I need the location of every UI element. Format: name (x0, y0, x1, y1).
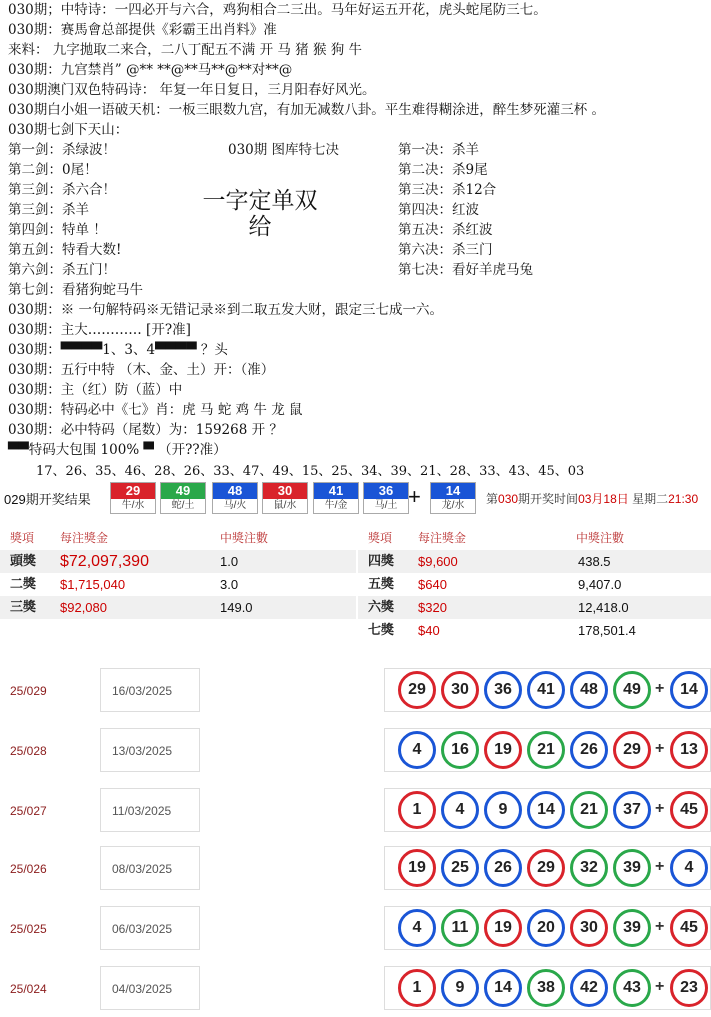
prize-row (0, 596, 356, 619)
next-draw-time (486, 490, 698, 507)
ball-number: 29 (111, 483, 155, 499)
lottery-ball: 29 (398, 671, 436, 709)
special-ball: 14 (670, 671, 708, 709)
prize-row (358, 619, 711, 642)
prize-name: 三獎 (10, 600, 37, 615)
text-line: 第三剑：杀六合！ (8, 182, 116, 198)
header-cell: 每注獎金 (60, 531, 109, 545)
text-line: 第二剑：0尾！ (8, 162, 98, 178)
lottery-ball: 14 (527, 791, 565, 829)
lottery-ball: 39 (613, 849, 651, 887)
ball-zodiac: 马/火 (223, 500, 247, 511)
draw-ball (160, 482, 206, 514)
lottery-ball: 48 (570, 671, 608, 709)
text-line: 030期七剑下天山： (8, 122, 129, 138)
ball-number: 14 (431, 483, 475, 499)
lottery-ball: 32 (570, 849, 608, 887)
prize-money: $1,715,040 (60, 577, 126, 592)
text-line: 030期白小姐一语破天机：一板三眼数九宫，有加无减数八卦。平生难得糊涂进，醉生梦死灌三杯 。 (8, 102, 606, 118)
time-clock: 21:30 (668, 492, 699, 506)
history-row (0, 966, 711, 1010)
special-ball: 23 (670, 969, 708, 1007)
ball-number: 30 (263, 483, 307, 499)
lottery-ball: 19 (398, 849, 436, 887)
header-cell: 中獎注數 (220, 531, 269, 545)
prize-count: 1.0 (220, 554, 239, 569)
text-line: 第六剑：杀五门！ (8, 262, 116, 278)
plus-sign: + (408, 484, 421, 509)
text-line: 030期澳门双色特码诗： 年复一年日复日，三月阳春好风光。 (8, 82, 376, 98)
plus-sign: + (655, 680, 665, 697)
special-ball: 45 (670, 909, 708, 947)
lottery-ball: 21 (527, 731, 565, 769)
text-line: 030期：▀▀▀▀1、3、4▀▀▀▀ ？头 (8, 342, 228, 358)
lottery-ball: 30 (441, 671, 479, 709)
lottery-ball: 1 (398, 791, 436, 829)
prize-count: 178,501.4 (578, 623, 636, 638)
prize-money: $40 (418, 623, 440, 638)
text-line: 来料： 九字拋取二来合，二八丁配五不满 开 马 猪 猴 狗 牛 (8, 42, 363, 58)
lottery-ball: 4 (398, 909, 436, 947)
lottery-ball: 4 (441, 791, 479, 829)
ball-number: 48 (213, 483, 257, 499)
lottery-ball: 30 (570, 909, 608, 947)
header-cell: 中獎注數 (576, 531, 625, 545)
prize-money: $92,080 (60, 600, 107, 615)
prize-money: $72,097,390 (60, 553, 149, 570)
draw-result-strip (0, 482, 711, 514)
history-row (0, 788, 711, 832)
text-line: 第七剑：看猪狗蛇马牛 (8, 282, 143, 298)
history-row (0, 906, 711, 950)
prize-money: $9,600 (418, 554, 458, 569)
lottery-ball: 29 (613, 731, 651, 769)
lottery-ball: 26 (484, 849, 522, 887)
special-ball: 4 (670, 849, 708, 887)
text-line: 030期：主（红）防（蓝）中 (8, 382, 183, 398)
prize-count: 3.0 (220, 577, 239, 592)
text-line: 030期；中特诗：一四必开与六合，鸡狗相合二三出。马年好运五开花，虎头蛇尾防三七。 (8, 2, 547, 18)
prize-header (0, 527, 711, 549)
time-week: 星期二 (628, 492, 669, 506)
history-date: 04/03/2025 (112, 982, 173, 996)
ball-number: 41 (314, 483, 358, 499)
lottery-ball: 11 (441, 909, 479, 947)
number-strip: 17、26、35、46、28、26、33、47、49、15、25、34、39、21、28、33、43、45、03 (36, 464, 585, 479)
prize-row (358, 596, 711, 619)
plus-sign: + (655, 858, 665, 875)
lottery-ball: 16 (441, 731, 479, 769)
prize-row (0, 550, 356, 573)
history-date: 13/03/2025 (112, 744, 173, 758)
prize-count: 438.5 (578, 554, 611, 569)
ball-zodiac: 鼠/水 (273, 500, 297, 511)
time-prefix: 第 (486, 492, 499, 506)
prize-name: 二獎 (10, 577, 37, 592)
lottery-ball: 42 (570, 969, 608, 1007)
header-cell: 每注獎金 (418, 531, 467, 545)
ball-zodiac: 牛/水 (121, 500, 145, 511)
text-line: 第一剑：杀绿波！ (8, 142, 116, 158)
plus-sign: + (655, 978, 665, 995)
history-date: 11/03/2025 (112, 804, 172, 818)
ball-number: 49 (161, 483, 205, 499)
special-ball: 13 (670, 731, 708, 769)
history-date: 06/03/2025 (112, 922, 173, 936)
history-period: 25/028 (10, 744, 47, 758)
jue-item: 第三决：杀12合 (398, 182, 497, 198)
text-line: 030期：特码必中《七》肖：虎 马 蛇 鸡 牛 龙 鼠 (8, 402, 303, 418)
prize-name: 五獎 (368, 577, 395, 592)
text-line: 030期：※ 一句解特码※无错记录※到二取五发大财，跟定三七成一六。 (8, 302, 444, 318)
prize-name: 四獎 (368, 554, 395, 569)
ball-zodiac: 牛/金 (324, 500, 348, 511)
time-date: 03月18日 (578, 492, 629, 506)
jue-item: 第五决：杀红波 (398, 222, 493, 238)
prize-name: 七獎 (368, 623, 395, 638)
jue-item: 第二决：杀9尾 (398, 162, 488, 178)
lottery-ball: 49 (613, 671, 651, 709)
text-line: 第五剑：特看大数! (8, 242, 122, 258)
draw-label: 029期开奖结果 (4, 492, 91, 507)
lottery-ball: 25 (441, 849, 479, 887)
lottery-ball: 38 (527, 969, 565, 1007)
history-row (0, 668, 711, 712)
jue-item: 第四决：红波 (398, 202, 479, 218)
mid-header: 030期 图库特七决 (228, 142, 340, 158)
text-line: ▀▀特码大包围 100% ▀ （开??准） (8, 442, 227, 458)
draw-ball (110, 482, 156, 514)
prize-count: 149.0 (220, 600, 253, 615)
history-row (0, 846, 711, 890)
history-period: 25/026 (10, 862, 47, 876)
jue-item: 第一决：杀羊 (398, 142, 479, 158)
lottery-ball: 21 (570, 791, 608, 829)
lottery-ball: 37 (613, 791, 651, 829)
lottery-ball: 39 (613, 909, 651, 947)
header-cell: 獎項 (368, 531, 393, 545)
text-line: 第四剑：特单 ！ (8, 222, 107, 238)
lottery-ball: 43 (613, 969, 651, 1007)
lottery-ball: 20 (527, 909, 565, 947)
prize-row (358, 573, 711, 596)
time-mid: 期开奖时间 (518, 492, 579, 506)
prize-count: 12,418.0 (578, 600, 629, 615)
prize-money: $640 (418, 577, 447, 592)
history-period: 25/027 (10, 804, 47, 818)
history-row (0, 728, 711, 772)
history-period: 25/025 (10, 922, 47, 936)
text-line: 030期：主大………… [开?准] (8, 322, 191, 338)
lottery-ball: 29 (527, 849, 565, 887)
big-slogan: 一字定单双给 (202, 188, 318, 240)
ball-zodiac: 蛇/土 (171, 500, 195, 511)
lottery-ball: 19 (484, 909, 522, 947)
lottery-ball: 14 (484, 969, 522, 1007)
prize-row (0, 573, 356, 596)
prize-money: $320 (418, 600, 447, 615)
header-cell: 獎項 (10, 531, 35, 545)
history-date: 08/03/2025 (112, 862, 173, 876)
draw-ball (313, 482, 359, 514)
prize-row (358, 550, 711, 573)
lottery-ball: 19 (484, 731, 522, 769)
draw-special-ball (430, 482, 476, 514)
draw-ball (363, 482, 409, 514)
text-line: 第三剑：杀羊 (8, 202, 89, 218)
ball-zodiac: 马/土 (374, 500, 398, 511)
history-period: 25/029 (10, 684, 47, 698)
lottery-ball: 4 (398, 731, 436, 769)
lottery-ball: 36 (484, 671, 522, 709)
time-period: 030 (498, 492, 519, 506)
special-ball: 45 (670, 791, 708, 829)
jue-item: 第六决：杀三门 (398, 242, 493, 258)
lottery-ball: 9 (484, 791, 522, 829)
lottery-ball: 26 (570, 731, 608, 769)
lottery-ball: 1 (398, 969, 436, 1007)
prize-name: 頭獎 (10, 554, 37, 569)
prize-count: 9,407.0 (578, 577, 622, 592)
text-line: 030期：必中特码（尾数）为：159268 开 ？ (8, 422, 283, 438)
ball-zodiac: 龙/水 (441, 500, 465, 511)
draw-ball (212, 482, 258, 514)
draw-ball (262, 482, 308, 514)
prize-name: 六獎 (368, 600, 395, 615)
text-line: 030期：赛馬會总部提供《彩霸王出肖料》准 (8, 22, 277, 38)
history-date: 16/03/2025 (112, 684, 173, 698)
plus-sign: + (655, 800, 665, 817)
text-line: 030期：九宫禁肖” @** **@**马**@**对**@ (8, 62, 293, 78)
text-line: 030期：五行中特 （木、金、土）开：（准） (8, 362, 275, 378)
lottery-ball: 41 (527, 671, 565, 709)
plus-sign: + (655, 740, 665, 757)
ball-number: 36 (364, 483, 408, 499)
lottery-ball: 9 (441, 969, 479, 1007)
plus-sign: + (655, 918, 665, 935)
jue-item: 第七决：看好羊虎马兔 (398, 262, 533, 278)
history-period: 25/024 (10, 982, 47, 996)
